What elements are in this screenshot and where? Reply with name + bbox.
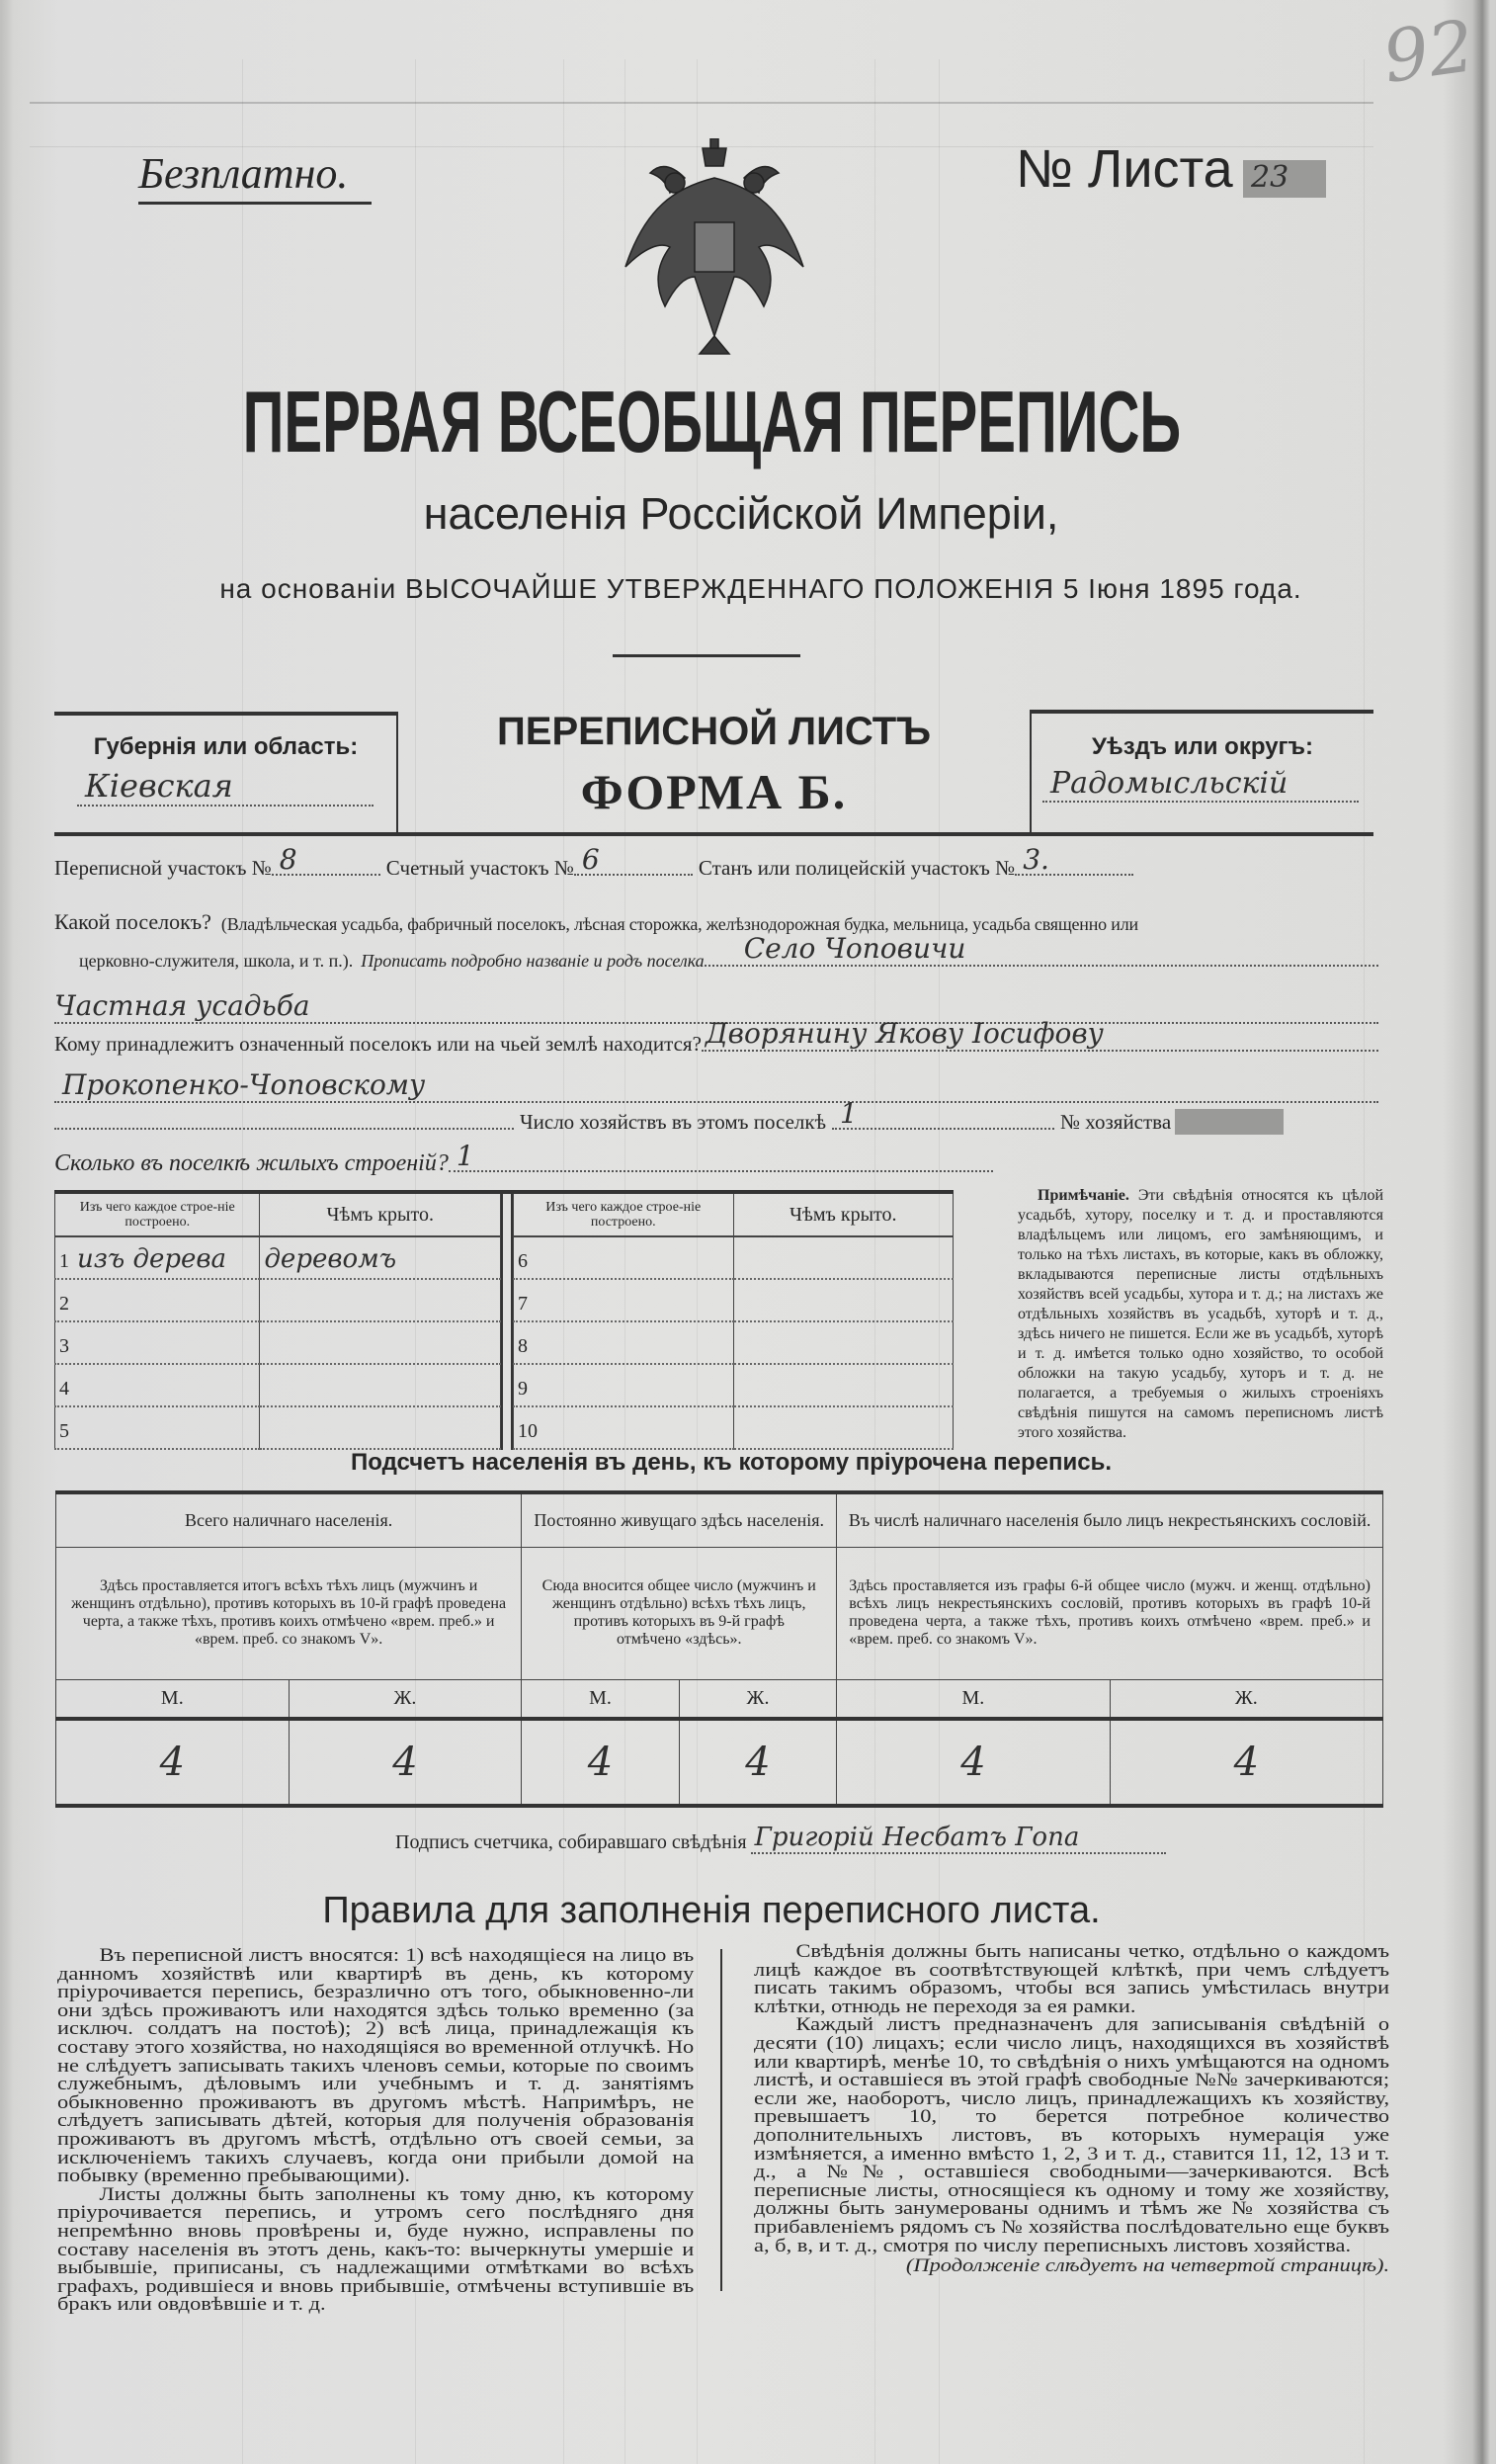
rules-paragraph: Листы должны быть заполнены къ тому дню, къ которому пріурочивается перепись, и утромъ сего послѣдняго дня непремѣнно вновь провѣрены и, буде нужно, исправлены по составу населенія въ этотъ день, какъ-то: вычеркнуты умершіе и выбывшіе, приписаны, съ надлежащими отмѣтками во всѣхъ графахъ, родившіеся и вновь прибывшіе, отмѣчены вступившіе въ бракъ или овдовѣвшіе и т. д. xyxy=(57,2183,695,2316)
settlement-row xyxy=(54,909,1138,935)
building-roof-cell[interactable] xyxy=(733,1236,954,1279)
rules-right-column xyxy=(754,1943,1389,2276)
col-material: Изъ чего каждое строе-ніе построено. xyxy=(514,1194,734,1236)
group-title: Въ числѣ наличнаго населенія было лицъ некрестьянскихъ сословій. xyxy=(837,1492,1383,1547)
rules-paragraph: Въ переписной листъ вносятся: 1) всѣ находящіеся на лицо въ данномъ хозяйствѣ или квартирѣ въ день, къ которому пріурочивается перепись, безразлично отъ того, обыкновенно-ли они здѣсь проживаютъ или находятся здѣсь только временно (за исключ. солдатъ на постоѣ); 2) всѣ лица, принадлежащія къ составу этого хозяйства, но находящіяся во временной отлучкѣ. Но не слѣдуетъ записывать такихъ членовъ семьи, которые по своимъ служебнымъ, дѣловымъ или учебнымъ и т. д. занятіямъ обыкновенно проживаютъ въ другомъ мѣстѣ. Напримѣръ, не слѣдуетъ записывать дѣтей, которыя для полученія образованія проживаютъ въ другомъ мѣстѣ, отдѣльно отъ своей семьи, за исключеніемъ такихъ случаевъ, когда они прибыли домой на побывку (временно пребывающими). xyxy=(57,1945,695,2187)
rule xyxy=(1030,710,1032,832)
blank-field xyxy=(54,1127,514,1130)
resident-male-value[interactable]: 4 xyxy=(522,1719,680,1806)
settlement-value-2: Частная усадьба xyxy=(54,989,310,1022)
building-row xyxy=(55,1236,501,1279)
note xyxy=(1018,1186,1383,1443)
owner-question: Кому принадлежитъ означенный поселокъ или на чьей землѣ находится? xyxy=(54,1032,702,1056)
building-row xyxy=(55,1279,501,1321)
signature-row xyxy=(395,1823,1166,1854)
male-header: М. xyxy=(837,1679,1110,1719)
building-material-cell[interactable] xyxy=(514,1364,734,1406)
sheet-number-box xyxy=(1243,160,1326,198)
sheet-number-label: № Листа xyxy=(1016,139,1233,199)
building-roof-cell[interactable] xyxy=(733,1321,954,1364)
rule xyxy=(1030,710,1373,714)
population-heading: Подсчетъ населенія въ день, къ которому пріурочена перепись. xyxy=(351,1449,1112,1476)
building-roof-cell[interactable] xyxy=(260,1236,501,1279)
rules-divider xyxy=(720,1949,722,2291)
total-female-value[interactable]: 4 xyxy=(289,1719,522,1806)
building-number: 9 xyxy=(518,1378,528,1400)
rules-continued: (Продолженіе слѣдуетъ на четвертой страницѣ). xyxy=(905,2255,1390,2277)
buildings-table xyxy=(54,1190,954,1450)
gubernia-value: Кіевская xyxy=(85,767,233,805)
households-value: 1 xyxy=(840,1097,858,1130)
building-roof-cell[interactable] xyxy=(733,1279,954,1321)
building-row xyxy=(514,1279,954,1321)
building-material-cell[interactable] xyxy=(514,1236,734,1279)
building-row xyxy=(514,1321,954,1364)
rules-heading: Правила для заполненія переписного листа. xyxy=(322,1890,1101,1931)
building-material-cell[interactable] xyxy=(55,1406,260,1449)
building-material-cell[interactable] xyxy=(514,1406,734,1449)
group-description: Сюда вносится общее число (мужчинъ и женщинъ отдѣльно) всѣхъ тѣхъ лицъ, противъ которыхъ въ 9-й графѣ отмѣчено «здѣсь». xyxy=(522,1547,837,1679)
districts-row xyxy=(54,843,1378,881)
household-no-label: № хозяйства xyxy=(1060,1110,1172,1134)
resident-female-value[interactable]: 4 xyxy=(679,1719,837,1806)
group-title: Постоянно живущаго здѣсь населенія. xyxy=(522,1492,837,1547)
imperial-eagle-icon xyxy=(616,138,813,356)
building-material-cell[interactable] xyxy=(514,1279,734,1321)
gubernia-label: Губернія или область: xyxy=(93,733,359,760)
building-number: 8 xyxy=(518,1335,528,1357)
household-no-redacted xyxy=(1175,1109,1284,1135)
building-number: 6 xyxy=(518,1250,528,1272)
gubernia-field xyxy=(77,769,374,807)
rules-paragraph: Каждый листъ предназначенъ для записыванія свѣдѣній о десяти (10) лицахъ; если число лицъ, находящихся въ хозяйствѣ или квартирѣ, менѣе 10, то свѣдѣнія о нихъ умѣщаются на одномъ листѣ, и оставшіеся въ этой графѣ свободные №№ зачеркиваются; если же, наоборотъ, число лицъ, принадлежащихъ къ хозяйству, превышаетъ 10, то берется потребное количество дополнительныхъ листовъ, въ которыхъ нумерація уже измѣняется, а именно вмѣсто 1, 2, 3 и т. д., ставится 11, 12, 13 и т. д., а №№, оставшіеся свободными—зачеркиваются. Всѣ переписные листы, относящіеся къ одному и тому же хозяйству, должны быть занумерованы однимъ и тѣмъ же № хозяйства съ прибавленіемъ рядомъ съ № хозяйства послѣдовательно еще буквъ а, б, в, и т. д., смотря по числу переписныхъ листовъ хозяйства. xyxy=(754,2014,1390,2256)
building-row xyxy=(514,1364,954,1406)
uezd-value: Радомысльскій xyxy=(1050,766,1288,801)
households-field[interactable] xyxy=(832,1097,1054,1130)
page-title: ПЕРВАЯ ВСЕОБЩАЯ ПЕРЕПИСЬ xyxy=(242,373,1181,470)
building-number: 1 xyxy=(59,1250,69,1272)
building-roof-cell[interactable] xyxy=(733,1406,954,1449)
female-header: Ж. xyxy=(679,1679,837,1719)
building-row xyxy=(55,1406,501,1449)
rules-left-column xyxy=(57,1947,694,2315)
settlement-hint: (Владѣльческая усадьба, фабричный поселокъ, лѣсная сторожка, желѣзнодорожная будка, мельница, усадьба священно или xyxy=(220,914,1138,934)
counting-district-value: 6 xyxy=(581,843,600,876)
nonpeasant-female-value[interactable]: 4 xyxy=(1110,1719,1382,1806)
building-number: 3 xyxy=(59,1335,69,1357)
building-row xyxy=(514,1236,954,1279)
police-district-value: 3. xyxy=(1023,843,1049,876)
building-roof-value: деревомъ xyxy=(264,1244,397,1274)
group-title: Всего наличнаго населенія. xyxy=(56,1492,522,1547)
households-row xyxy=(54,1097,1378,1135)
buildings-question: Сколько въ поселкѣ жилыхъ строеній? xyxy=(54,1150,449,1176)
building-material-cell[interactable] xyxy=(55,1321,260,1364)
rule xyxy=(54,832,1373,836)
building-number: 7 xyxy=(518,1293,528,1315)
settlement-value-1: Село Чоповичи xyxy=(743,932,966,965)
total-male-value[interactable]: 4 xyxy=(56,1719,290,1806)
signature-value: Григорій Несбатъ Гопа xyxy=(754,1823,1080,1852)
police-district-label: Станъ или полицейскій участокъ № xyxy=(698,856,1016,880)
settlement-question: Какой поселокъ? xyxy=(54,909,211,934)
male-header: М. xyxy=(56,1679,290,1719)
note-text: Эти свѣдѣнія относятся къ цѣлой усадьбѣ, хутору, поселку и т. д. и проставляются владѣльцемъ или лицомъ, его замѣняющимъ, и только на тѣхъ листахъ, въ которые, какъ въ обложку, вкладываются переписные листы отдѣльныхъ хозяйствъ всей усадьбы, хутора и т. д.; на листахъ же отдѣльныхъ хозяйствъ въ усадьбѣ, хуторѣ и т. д., здѣсь ничего не пишется. Если же въ усадьбѣ, хуторѣ и т. д. имѣется только одно хозяйство, то особой обложки на такую усадьбу, хуторъ и т. д. не полагается, а требуемыя о жилыхъ строеніяхъ свѣдѣнія пишутся на самомъ переписномъ листѣ этого хозяйства. xyxy=(1018,1187,1384,1441)
owner-value-1: Дворянину Якову Іосифову xyxy=(705,1017,1104,1050)
col-material: Изъ чего каждое строе-ніе построено. xyxy=(55,1194,260,1236)
building-number: 2 xyxy=(59,1293,69,1315)
buildings-row xyxy=(54,1140,993,1177)
double-divider xyxy=(501,1194,513,1450)
building-roof-cell[interactable] xyxy=(260,1321,501,1364)
male-header: М. xyxy=(522,1679,680,1719)
female-header: Ж. xyxy=(1110,1679,1382,1719)
settlement-field[interactable] xyxy=(705,932,1378,967)
form-label: ФОРМА Б. xyxy=(580,764,848,819)
building-roof-cell[interactable] xyxy=(260,1406,501,1449)
free-label: Безплатно. xyxy=(138,149,349,198)
building-roof-cell[interactable] xyxy=(260,1279,501,1321)
households-label: Число хозяйствъ въ этомъ поселкѣ xyxy=(520,1110,826,1134)
legal-basis: на основаніи ВЫСОЧАЙШЕ УТВЕРЖДЕННАГО ПОЛОЖЕНІЯ 5 Іюня 1895 года. xyxy=(219,573,1302,604)
counting-district-label: Счетный участокъ № xyxy=(385,856,574,880)
note-label: Примѣчаніе. xyxy=(1038,1187,1129,1204)
group-description: Здѣсь проставляется итогъ всѣхъ тѣхъ лицъ (мужчинъ и женщинъ отдѣльно), противъ которыхъ въ 10-й графѣ проведена черта, а также тѣхъ, противъ коихъ отмѣчено «врем. преб.» и «врем. преб. со знакомъ V». xyxy=(56,1547,522,1679)
col-roof: Чѣмъ крыто. xyxy=(260,1194,501,1236)
settlement-row-2 xyxy=(79,932,1378,972)
rules-paragraph: Свѣдѣнія должны быть написаны четко, отдѣльно о каждомъ лицѣ каждое въ соотвѣтствующей клѣткѣ, при чемъ слѣдуетъ писать такимъ образомъ, чтобы вся запись умѣстилась внутри клѣтки, отнюдь не переходя за ея рамки. xyxy=(754,1941,1390,2017)
signature-label: Подписъ счетчика, собиравшаго свѣдѣнія xyxy=(395,1831,747,1853)
settlement-instruction: Прописать подробно названіе и родъ поселка xyxy=(361,951,705,971)
building-material-cell[interactable] xyxy=(55,1279,260,1321)
census-district-field[interactable] xyxy=(272,843,380,876)
buildings-table-left xyxy=(54,1194,501,1450)
building-number: 10 xyxy=(518,1420,538,1442)
building-material-cell[interactable] xyxy=(514,1321,734,1364)
archive-number: 92 xyxy=(1377,4,1480,99)
page-subtitle: населенія Россійской Имперіи, xyxy=(423,488,1059,539)
owner-field[interactable] xyxy=(702,1017,1378,1052)
counting-district-field[interactable] xyxy=(574,843,693,876)
owner-row xyxy=(54,1017,1378,1057)
show-through-rule xyxy=(30,102,1373,104)
sheet-number-value: 23 xyxy=(1251,160,1289,195)
building-row xyxy=(55,1364,501,1406)
building-number: 5 xyxy=(59,1420,69,1442)
col-roof: Чѣмъ крыто. xyxy=(733,1194,954,1236)
building-row xyxy=(55,1321,501,1364)
building-row xyxy=(514,1406,954,1449)
buildings-field[interactable] xyxy=(449,1140,993,1172)
population-table xyxy=(55,1490,1383,1808)
owner-row-2 xyxy=(54,1068,1378,1108)
title-wrap xyxy=(0,372,1423,472)
building-material-cell[interactable] xyxy=(55,1236,260,1279)
building-roof-cell[interactable] xyxy=(260,1364,501,1406)
owner-field-2[interactable] xyxy=(54,1068,1378,1103)
group-description: Здѣсь проставляется изъ графы 6-й общее число (мужч. и женщ. отдѣльно) всѣхъ лицъ некрестьянскихъ сословій, противъ которыхъ въ графѣ 10-й проведена черта, а также тѣхъ, противъ коихъ отмѣчено «врем. преб.» и «врем. преб. со знакомъ V». xyxy=(837,1547,1383,1679)
census-district-value: 8 xyxy=(279,843,297,876)
rule xyxy=(54,712,397,716)
settlement-hint-2: церковно-служителя, школа, и т. п.). xyxy=(79,951,354,971)
census-district-label: Переписной участокъ № xyxy=(54,856,272,880)
building-roof-cell[interactable] xyxy=(733,1364,954,1406)
title-divider xyxy=(613,654,800,657)
building-material-cell[interactable] xyxy=(55,1364,260,1406)
uezd-field xyxy=(1042,765,1359,803)
signature-field[interactable] xyxy=(751,1823,1166,1854)
building-number: 4 xyxy=(59,1378,69,1400)
police-district-field[interactable] xyxy=(1015,843,1133,876)
uezd-label: Уѣздъ или округъ: xyxy=(1091,733,1314,760)
female-header: Ж. xyxy=(289,1679,522,1719)
building-material-value: изъ дерева xyxy=(77,1244,227,1274)
owner-value-2: Прокопенко-Чоповскому xyxy=(62,1068,426,1101)
sheet-title: ПЕРЕПИСНОЙ ЛИСТЪ xyxy=(497,710,931,753)
buildings-table-right xyxy=(513,1194,954,1450)
nonpeasant-male-value[interactable]: 4 xyxy=(837,1719,1110,1806)
free-underline xyxy=(138,202,372,205)
buildings-value: 1 xyxy=(456,1140,474,1172)
